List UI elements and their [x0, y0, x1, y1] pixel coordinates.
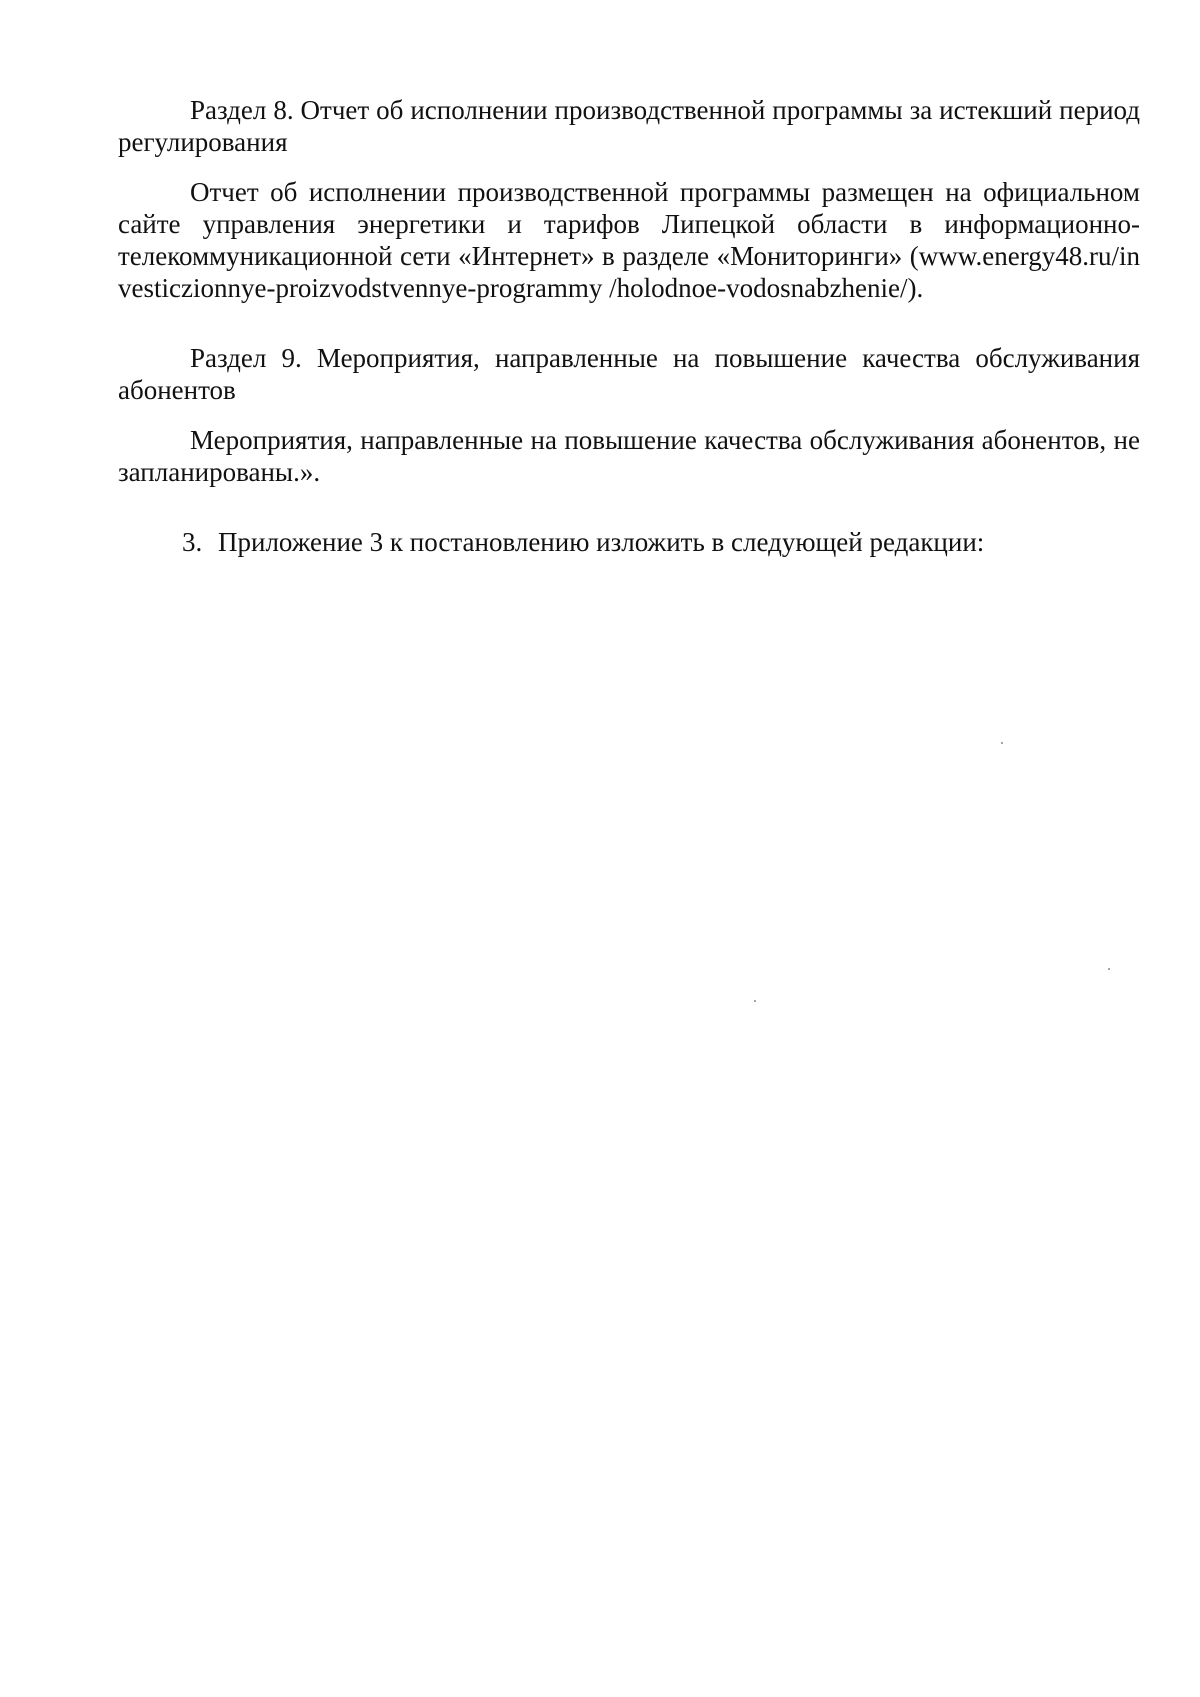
item-3 [118, 526, 1140, 558]
spacer [118, 406, 1140, 424]
spacer [118, 488, 1140, 526]
item-3-number: 3. [182, 527, 203, 557]
section-9-body: Мероприятия, направленные на повышение качества обслуживания абонентов, не запланированы.». [118, 425, 1140, 487]
spacer [118, 304, 1140, 342]
scan-speck [1001, 742, 1003, 744]
spacer [118, 158, 1140, 176]
section-8-body-text: Отчет об исполнении производственной программы размещен на официальном сайте управления энергетики и тарифов Липецкой области в информационно-телекоммуникационной сети «Интернет» в разделе «Мониторинги» [118, 177, 1140, 271]
section-9-heading: Раздел 9. Мероприятия, направленные на повышение качества обслуживания абонентов [118, 343, 1140, 405]
scan-speck [754, 1000, 756, 1002]
scan-speck [1108, 968, 1110, 970]
item-3-text: Приложение 3 к постановлению изложить в следующей редакции: [218, 527, 985, 557]
section-8-link: (www.energy48.ru/investiczionnye-proizvodstvennye-programmy /holodnoe-vodosnabzhenie/). [118, 241, 1140, 303]
section-8-body [118, 176, 1140, 304]
document-content [118, 94, 1140, 558]
section-8-heading: Раздел 8. Отчет об исполнении производственной программы за истекший период регулирования [118, 95, 1140, 157]
